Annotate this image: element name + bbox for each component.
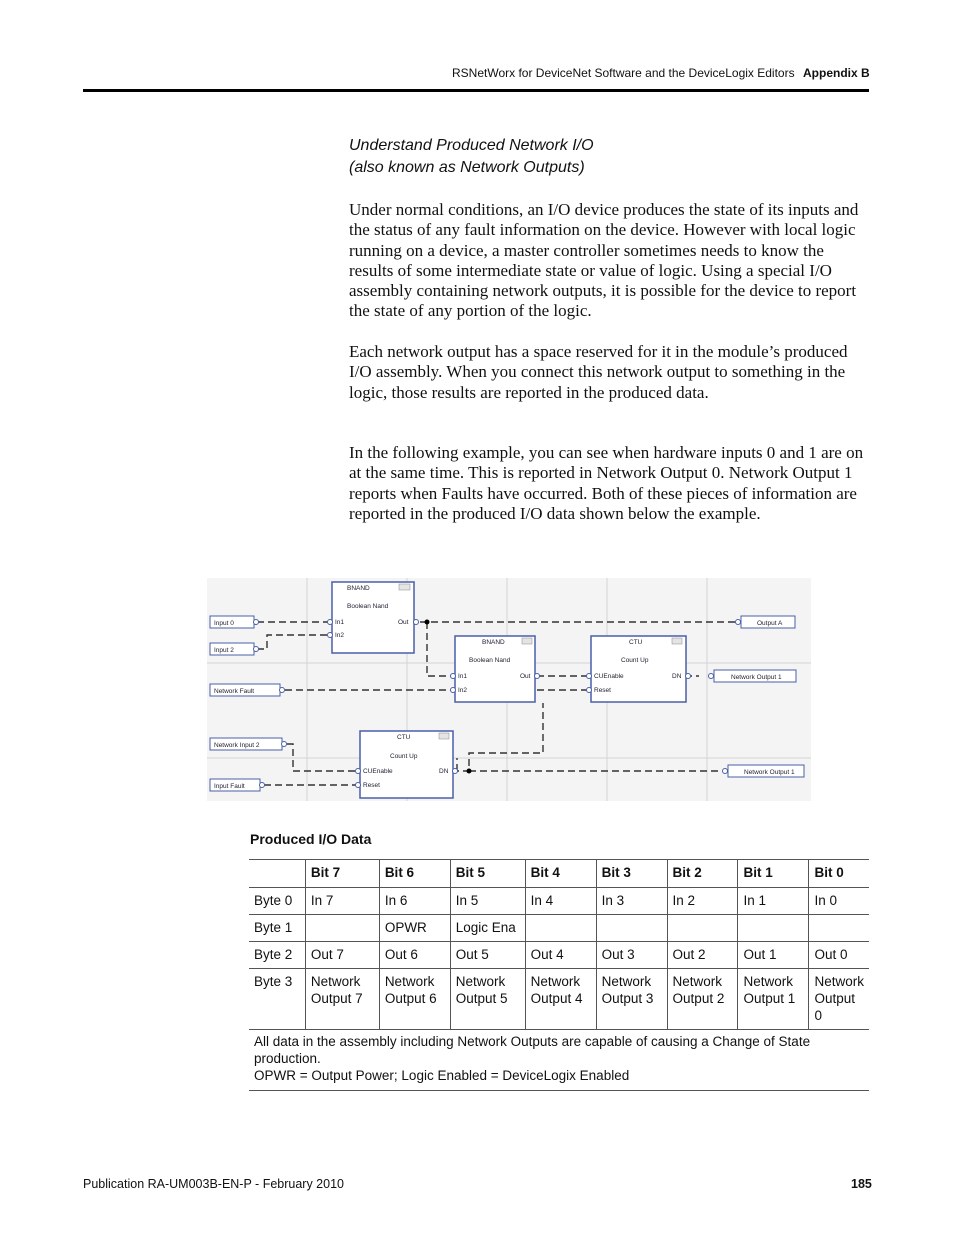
section-heading-line2: (also known as Network Outputs)	[349, 159, 585, 176]
svg-text:Network Fault: Network Fault	[214, 688, 255, 695]
column-header: Bit 2	[667, 860, 738, 888]
svg-text:Input 2: Input 2	[214, 647, 234, 654]
block-ctu-2	[356, 731, 458, 798]
table-cell: Network Output 6	[379, 969, 450, 1030]
table-cell	[305, 915, 379, 942]
row-label: Byte 0	[249, 888, 305, 915]
svg-text:DN: DN	[672, 673, 682, 680]
table-cell: Network Output 7	[305, 969, 379, 1030]
column-header: Bit 6	[379, 860, 450, 888]
column-header: Bit 3	[596, 860, 667, 888]
table-cell: Network Output 3	[596, 969, 667, 1030]
table-note	[249, 1030, 869, 1091]
svg-text:Network Input 2: Network Input 2	[214, 742, 260, 749]
svg-text:Boolean Nand: Boolean Nand	[347, 603, 389, 610]
input-tag-input-fault	[210, 779, 265, 791]
footer-page-number: 185	[851, 1177, 872, 1191]
table-cell	[738, 915, 809, 942]
table-note-line1: All data in the assembly including Network Outputs are capable of causing a Change of State production.	[254, 1034, 811, 1066]
table-row	[249, 969, 869, 1030]
table-cell: Out 5	[450, 942, 525, 969]
svg-text:BNAND: BNAND	[347, 585, 370, 592]
table-cell: In 7	[305, 888, 379, 915]
svg-text:CUEnable: CUEnable	[363, 768, 393, 775]
table-cell	[667, 915, 738, 942]
svg-text:Input Fault: Input Fault	[214, 783, 245, 790]
column-header: Bit 0	[809, 860, 869, 888]
table-cell	[596, 915, 667, 942]
block-bnand-1	[328, 582, 419, 653]
header-rule	[83, 89, 869, 92]
table-cell: Out 7	[305, 942, 379, 969]
table-cell: Out 0	[809, 942, 869, 969]
table-cell: Out 6	[379, 942, 450, 969]
input-tag-input-2	[210, 643, 259, 655]
table-cell	[809, 915, 869, 942]
paragraph-1: Under normal conditions, an I/O device produces the state of its inputs and the status of any fault information on the device. However with local logic running on a device, a master controller sometimes needs to know the results of some intermediate state or value of logic. Using a special I/O assembly containing network outputs, it is possible for the device to report the state of any portion of the logic.	[349, 200, 859, 321]
table-cell: Out 1	[738, 942, 809, 969]
svg-text:Count Up: Count Up	[621, 657, 649, 664]
logic-diagram	[207, 578, 811, 801]
table-cell: Network Output 4	[525, 969, 596, 1030]
svg-text:CTU: CTU	[629, 639, 643, 646]
column-header: Bit 4	[525, 860, 596, 888]
table-cell: Network Output 1	[738, 969, 809, 1030]
svg-text:Network Output 1: Network Output 1	[744, 769, 795, 776]
column-header	[249, 860, 305, 888]
section-heading	[349, 135, 594, 179]
row-label: Byte 3	[249, 969, 305, 1030]
output-tag-output-a	[736, 616, 796, 628]
svg-text:Count Up: Count Up	[390, 753, 418, 760]
svg-text:In1: In1	[458, 673, 468, 680]
svg-text:Reset: Reset	[363, 782, 380, 789]
svg-text:DN: DN	[439, 768, 449, 775]
output-tag-network-output-1b	[723, 765, 805, 777]
svg-text:In1: In1	[335, 619, 345, 626]
input-tag-network-input-2	[210, 738, 287, 750]
block-bnand-2	[451, 636, 540, 702]
output-tag-network-output-1a	[709, 670, 797, 682]
table-header-row	[249, 860, 869, 888]
svg-text:Input 0: Input 0	[214, 620, 234, 627]
footer-publication: Publication RA-UM003B-EN-P - February 2010	[83, 1177, 344, 1191]
running-header-title: RSNetWorx for DeviceNet Software and the DeviceLogix Editors	[452, 66, 795, 80]
table-cell: Network Output 5	[450, 969, 525, 1030]
table-row	[249, 942, 869, 969]
table-note-row	[249, 1030, 869, 1091]
table-cell: In 4	[525, 888, 596, 915]
table-cell: In 1	[738, 888, 809, 915]
table-cell: Logic Ena	[450, 915, 525, 942]
produced-io-table	[249, 859, 869, 1091]
input-tag-input-0	[210, 616, 259, 628]
section-heading-line1: Understand Produced Network I/O	[349, 137, 594, 154]
svg-text:CUEnable: CUEnable	[594, 673, 624, 680]
table-caption: Produced I/O Data	[250, 831, 372, 847]
table-cell: In 3	[596, 888, 667, 915]
svg-text:In2: In2	[335, 632, 345, 639]
svg-text:In2: In2	[458, 687, 468, 694]
running-header-appendix: Appendix B	[803, 66, 870, 80]
block-ctu-1	[587, 636, 691, 702]
table-cell	[525, 915, 596, 942]
table-cell: Network Output 2	[667, 969, 738, 1030]
table-cell: OPWR	[379, 915, 450, 942]
svg-text:Out: Out	[520, 673, 531, 680]
table-cell: In 2	[667, 888, 738, 915]
table-cell: In 6	[379, 888, 450, 915]
table-row	[249, 915, 869, 942]
junction-dot-2	[467, 769, 472, 774]
table-note-line2: OPWR = Output Power; Logic Enabled = DeviceLogix Enabled	[254, 1068, 630, 1083]
row-label: Byte 2	[249, 942, 305, 969]
row-label: Byte 1	[249, 915, 305, 942]
paragraph-2: Each network output has a space reserved for it in the module’s produced I/O assembly. When you connect this network output to something in the logic, those results are reported in the produced data.	[349, 342, 848, 402]
svg-text:Out: Out	[398, 619, 409, 626]
paragraph-3: In the following example, you can see when hardware inputs 0 and 1 are on at the same time. This is reported in Network Output 0. Network Output 1 reports when Faults have occurred. Both of these pieces of information are reported in the produced I/O data shown below the example.	[349, 443, 864, 523]
table-cell: In 5	[450, 888, 525, 915]
table-row	[249, 888, 869, 915]
table-cell: Out 2	[667, 942, 738, 969]
junction-dot-1	[425, 620, 430, 625]
svg-text:BNAND: BNAND	[482, 639, 505, 646]
column-header: Bit 7	[305, 860, 379, 888]
input-tag-network-fault	[210, 684, 285, 696]
table-cell: Out 4	[525, 942, 596, 969]
table-cell: Network Output 0	[809, 969, 869, 1030]
column-header: Bit 1	[738, 860, 809, 888]
svg-text:Network Output 1: Network Output 1	[731, 674, 782, 681]
svg-text:Reset: Reset	[594, 687, 611, 694]
svg-text:Output A: Output A	[757, 620, 783, 627]
svg-text:CTU: CTU	[397, 734, 411, 741]
svg-text:Boolean Nand: Boolean Nand	[469, 657, 511, 664]
column-header: Bit 5	[450, 860, 525, 888]
table-cell: Out 3	[596, 942, 667, 969]
table-cell: In 0	[809, 888, 869, 915]
